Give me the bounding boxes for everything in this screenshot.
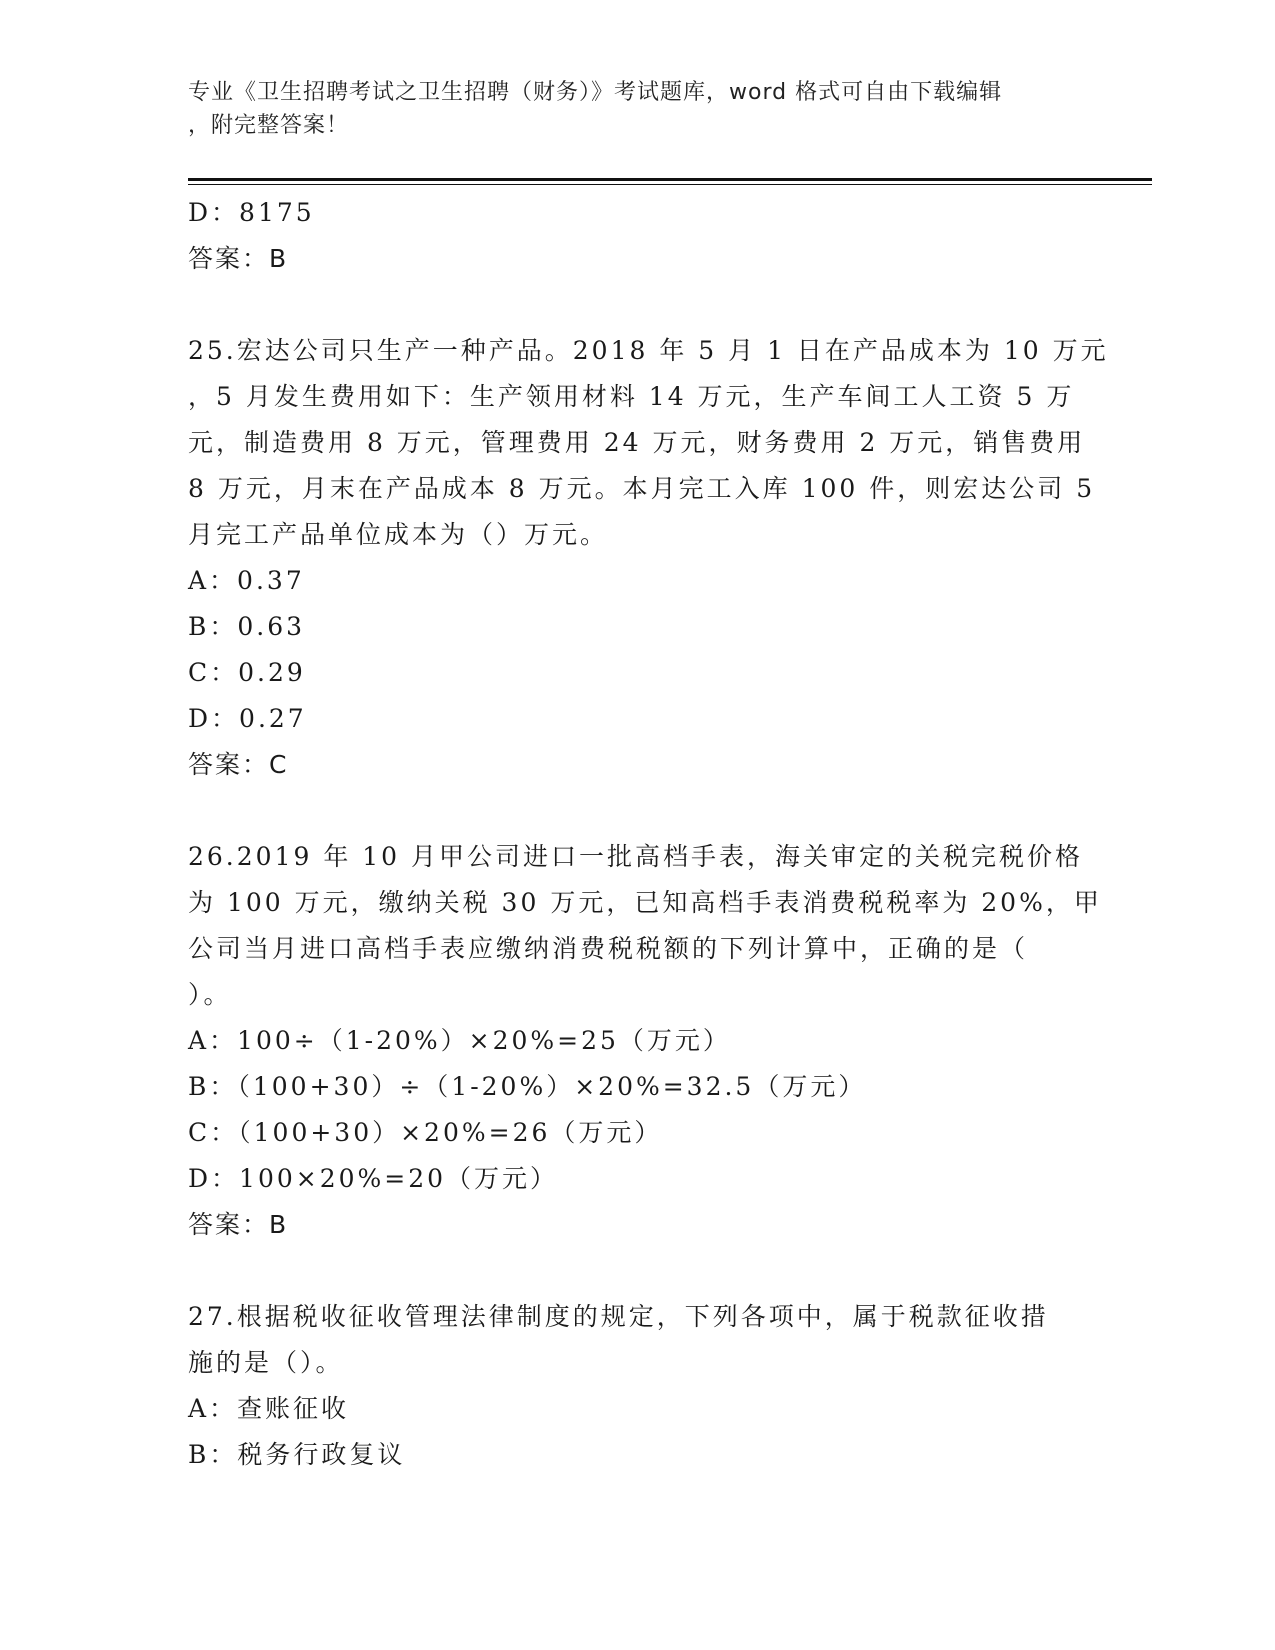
spacer bbox=[188, 1248, 1078, 1294]
question-27-line-2: 施的是（）。 bbox=[188, 1348, 344, 1377]
spacer bbox=[188, 282, 1078, 328]
question-25-option-d: D：0.27 bbox=[188, 704, 307, 733]
question-27-option-b: B：税务行政复议 bbox=[188, 1440, 406, 1469]
question-26-option-b: B：（100+30）÷（1-20%）×20%=32.5（万元） bbox=[188, 1072, 867, 1101]
question-25-option-c: C：0.29 bbox=[188, 658, 306, 687]
document-body bbox=[188, 190, 1109, 1478]
question-25-line-4: 8 万元，月末在产品成本 8 万元。本月完工入库 100 件，则宏达公司 5 bbox=[188, 474, 1096, 503]
header-divider-thin bbox=[188, 184, 1152, 185]
question-26-line-2: 为 100 万元，缴纳关税 30 万元，已知高档手表消费税税率为 20%，甲 bbox=[188, 888, 1102, 917]
question-25-line-5: 月完工产品单位成本为（）万元。 bbox=[188, 520, 609, 549]
question-27-option-a: A：查账征收 bbox=[188, 1394, 350, 1423]
question-25-line-1: 25.宏达公司只生产一种产品。2018 年 5 月 1 日在产品成本为 10 万元 bbox=[188, 336, 1109, 365]
question-27 bbox=[188, 1294, 1078, 1478]
prev-question-option-d: D：8175 bbox=[188, 198, 315, 227]
spacer bbox=[188, 788, 1078, 834]
question-26-line-3: 公司当月进口高档手表应缴纳消费税税额的下列计算中，正确的是（ bbox=[188, 934, 1029, 963]
question-26-option-c: C：（100+30）×20%=26（万元） bbox=[188, 1118, 663, 1147]
question-26-option-a: A：100÷（1-20%）×20%=25（万元） bbox=[188, 1026, 731, 1055]
header-title-line-2: ，附完整答案！ bbox=[188, 113, 350, 138]
question-26-line-4: ）。 bbox=[188, 980, 232, 1009]
question-25-answer: 答案：C bbox=[188, 750, 289, 779]
document-header bbox=[188, 76, 1088, 142]
question-27-line-1: 27.根据税收征收管理法律制度的规定，下列各项中，属于税款征收措 bbox=[188, 1302, 1049, 1331]
header-divider-thick bbox=[188, 178, 1152, 181]
question-26 bbox=[188, 834, 1102, 1248]
question-26-line-1: 26.2019 年 10 月甲公司进口一批高档手表，海关审定的关税完税价格 bbox=[188, 842, 1084, 871]
question-26-option-d: D：100×20%=20（万元） bbox=[188, 1164, 559, 1193]
header-title-line-1: 专业《卫生招聘考试之卫生招聘（财务）》考试题库，word 格式可自由下载编辑 bbox=[188, 80, 1003, 105]
question-25 bbox=[188, 328, 1109, 788]
question-25-option-a: A：0.37 bbox=[188, 566, 305, 595]
question-26-answer: 答案：B bbox=[188, 1210, 289, 1239]
question-25-option-b: B：0.63 bbox=[188, 612, 306, 641]
question-25-line-3: 元，制造费用 8 万元，管理费用 24 万元，财务费用 2 万元，销售费用 bbox=[188, 428, 1086, 457]
question-25-line-2: ，5 月发生费用如下：生产领用材料 14 万元，生产车间工人工资 5 万 bbox=[188, 382, 1075, 411]
prev-question-answer: 答案：B bbox=[188, 244, 289, 273]
